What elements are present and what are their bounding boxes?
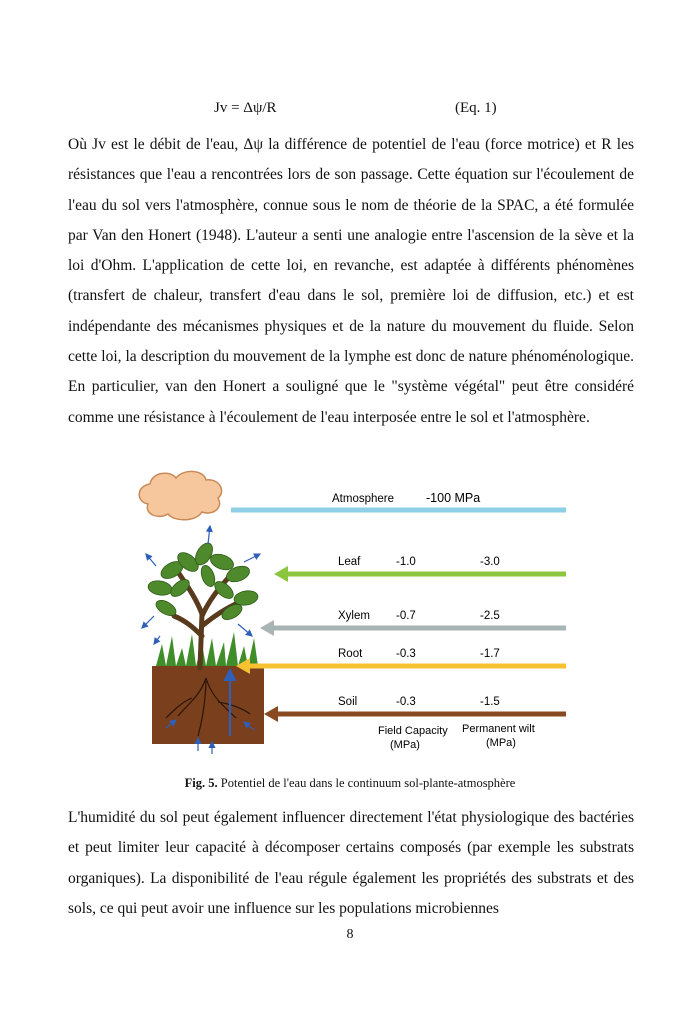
- atmosphere-label: Atmosphere: [332, 493, 395, 505]
- atmosphere-row: [231, 491, 566, 510]
- atmosphere-value: -100 MPa: [426, 491, 481, 505]
- permanent-wilt-header-line2: (MPa): [486, 737, 516, 749]
- level-arrow-head: [260, 620, 274, 636]
- soil-block: [152, 666, 264, 744]
- field-capacity-value: -1.0: [396, 556, 416, 568]
- permanent-wilt-header-line1: Permanent wilt: [462, 723, 535, 735]
- equation-formula: Jv = Δψ/R: [214, 100, 277, 116]
- field-capacity-value: -0.3: [396, 696, 416, 708]
- caption-label: Fig. 5.: [184, 776, 218, 790]
- level-row-root: [236, 648, 566, 674]
- permanent-wilt-value: -2.5: [480, 610, 500, 622]
- level-row-xylem: [260, 610, 566, 636]
- level-label: Soil: [338, 696, 358, 708]
- spac-diagram: [126, 466, 576, 766]
- field-capacity-header-line1: Field Capacity: [378, 725, 448, 737]
- permanent-wilt-value: -3.0: [480, 556, 500, 568]
- equation-number: (Eq. 1): [455, 100, 497, 116]
- level-label: Leaf: [338, 556, 361, 568]
- cloud-icon: [139, 471, 221, 519]
- level-arrow-head: [264, 706, 278, 722]
- field-capacity-value: -0.7: [396, 610, 416, 622]
- permanent-wilt-value: -1.5: [480, 696, 500, 708]
- page-number: 8: [346, 927, 354, 942]
- caption-text: Potentiel de l'eau dans le continuum sol-plante-atmosphère: [220, 776, 516, 790]
- field-capacity-value: -0.3: [396, 648, 416, 660]
- figure-caption: [0, 776, 700, 791]
- column-headers: [378, 723, 535, 751]
- field-capacity-header-line2: (MPa): [390, 739, 420, 751]
- paragraph-1: Où Jv est le débit de l'eau, Δψ la différence de potentiel de l'eau (force motrice) et R les résistances que l'eau a rencontrées lors de son passage. Cette équation sur l'écoulement de l'eau du sol vers l'atmosphère, connue sous le nom de théorie de la SPAC, a été formulée par Van den Honert (1948). L'auteur a senti une analogie entre l'ascension de la sève et la loi d'Ohm. L'application de cette loi, en revanche, est adaptée à différents phénomènes (transfert de chaleur, transfert d'eau dans le sol, première loi de diffusion, etc.) et est indépendante des mécanismes physiques et de la nature du mouvement du fluide. Selon cette loi, la description du mouvement de la lymphe est donc de nature phénoménologique. En particulier, van den Honert a souligné que le "système végétal" peut être considéré comme une résistance à l'écoulement de l'eau interposée entre le sol et l'atmosphère.: [68, 136, 634, 426]
- tree-icon: [147, 540, 259, 668]
- potential-levels: [236, 556, 566, 722]
- paragraph-2: L'humidité du sol peut également influencer directement l'état physiologique des bactéries et peut limiter leur capacité à décomposer certains composés (par exemple les substrats organiques). La disponibilité de l'eau régule également les propriétés des substrats et des sols, ce qui peut avoir une influence sur les populations microbiennes: [68, 809, 634, 917]
- level-row-leaf: [274, 556, 566, 582]
- grass-icon: [156, 632, 258, 666]
- permanent-wilt-value: -1.7: [480, 648, 500, 660]
- spac-figure: [126, 466, 576, 766]
- level-label: Root: [338, 648, 363, 660]
- level-row-soil: [264, 696, 566, 722]
- level-arrow-head: [274, 566, 288, 582]
- level-label: Xylem: [338, 610, 370, 622]
